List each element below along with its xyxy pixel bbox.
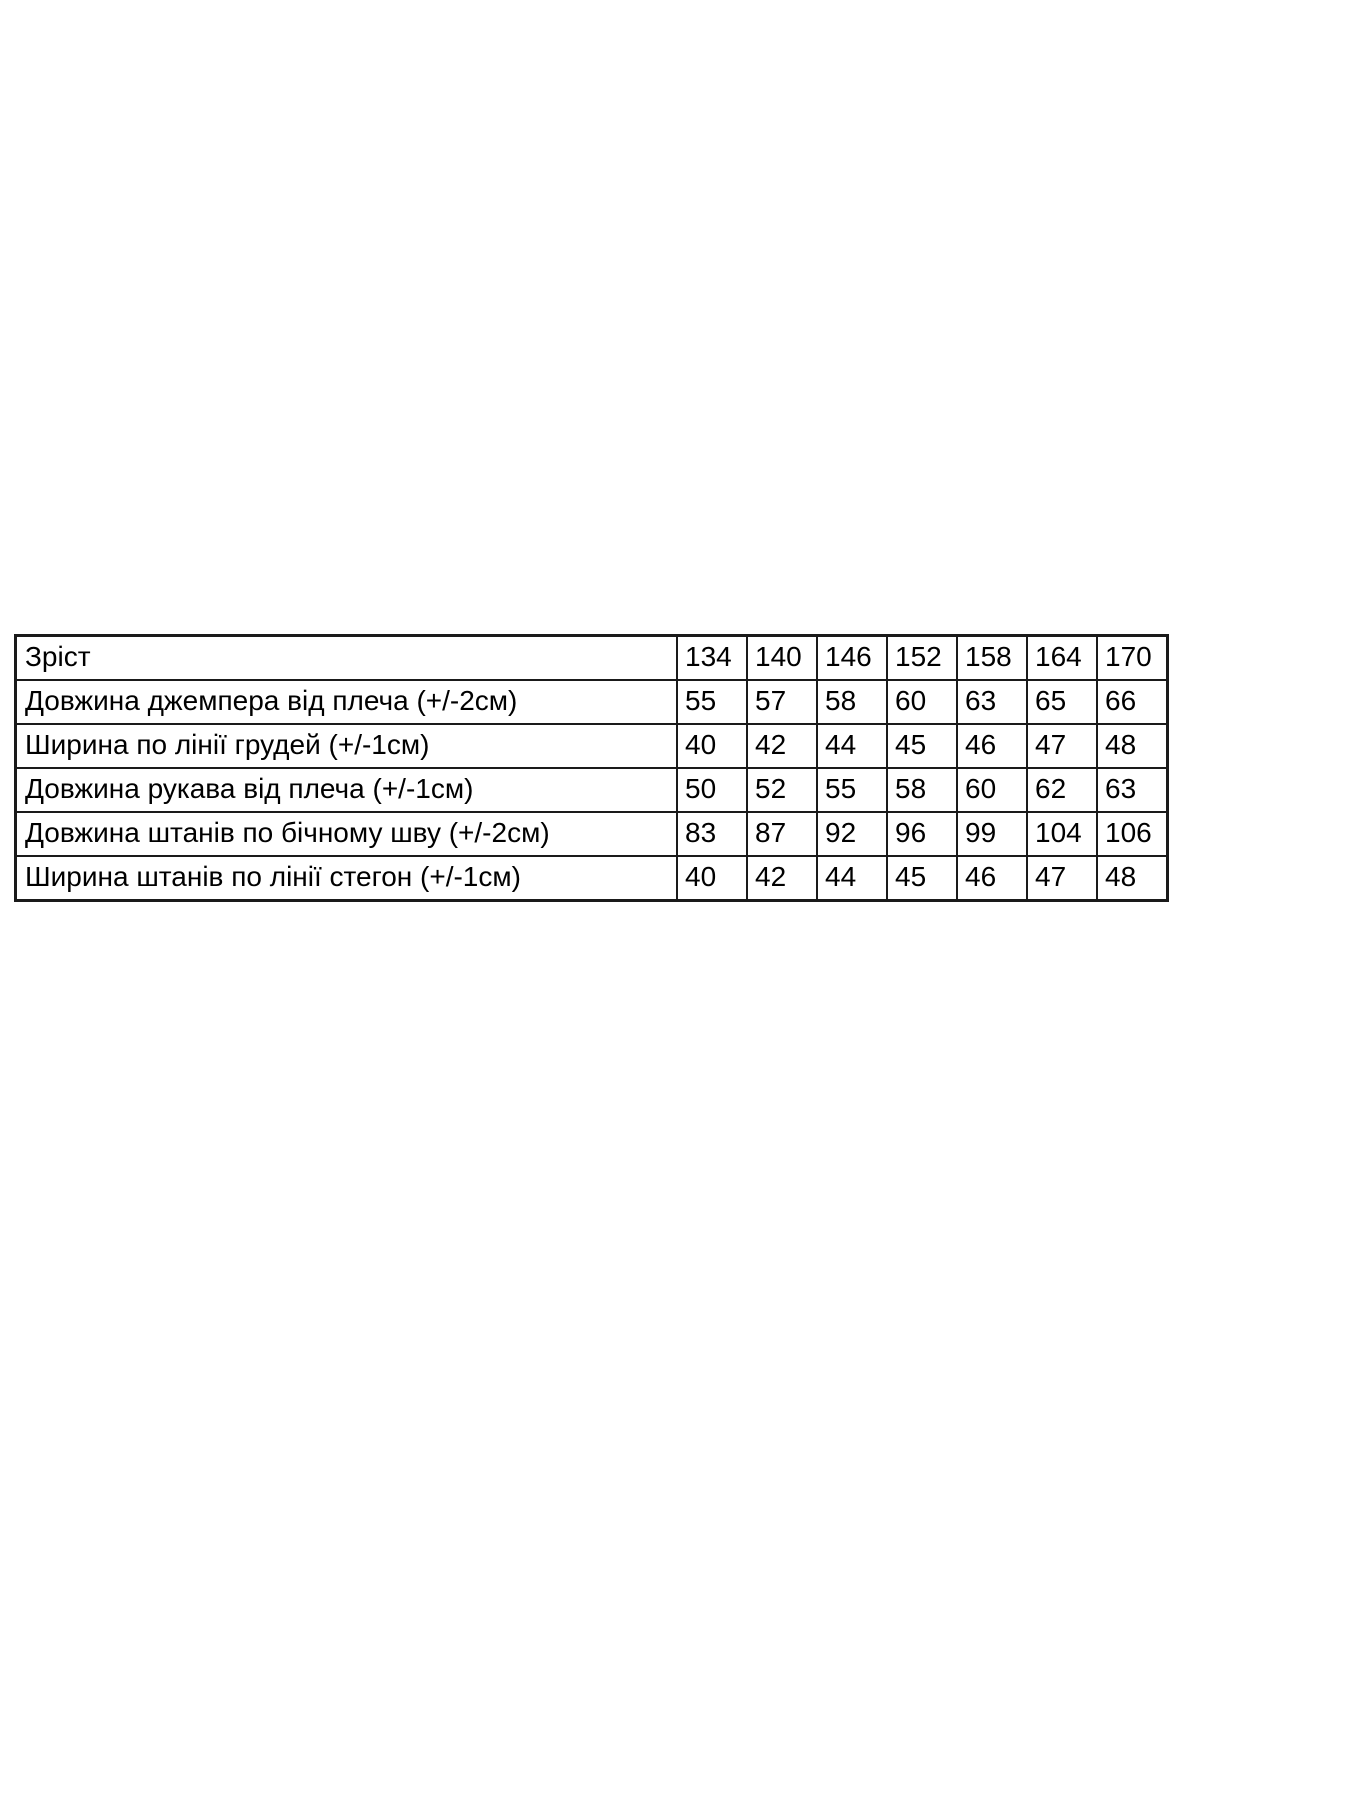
row-value: 60 [887,680,957,724]
row-value: 158 [957,636,1027,681]
row-value: 52 [747,768,817,812]
row-value: 152 [887,636,957,681]
table-row [16,636,1168,681]
size-table-body [16,636,1168,901]
row-value: 44 [817,856,887,901]
row-value: 55 [677,680,747,724]
row-value: 65 [1027,680,1097,724]
table-row [16,680,1168,724]
row-value: 170 [1097,636,1168,681]
row-value: 63 [1097,768,1168,812]
row-value: 146 [817,636,887,681]
row-value: 96 [887,812,957,856]
row-value: 58 [817,680,887,724]
row-label: Довжина рукава від плеча (+/-1см) [16,768,678,812]
row-value: 40 [677,724,747,768]
row-value: 62 [1027,768,1097,812]
row-value: 164 [1027,636,1097,681]
row-value: 48 [1097,856,1168,901]
row-value: 87 [747,812,817,856]
row-label: Зріст [16,636,678,681]
row-value: 46 [957,724,1027,768]
row-value: 55 [817,768,887,812]
table-row [16,768,1168,812]
row-value: 42 [747,856,817,901]
size-table [14,634,1169,902]
row-label: Ширина штанів по лінії стегон (+/-1см) [16,856,678,901]
row-value: 50 [677,768,747,812]
row-value: 47 [1027,856,1097,901]
row-value: 48 [1097,724,1168,768]
row-value: 58 [887,768,957,812]
row-value: 92 [817,812,887,856]
row-value: 66 [1097,680,1168,724]
row-value: 83 [677,812,747,856]
row-value: 63 [957,680,1027,724]
size-table-container [14,634,1169,902]
row-value: 45 [887,724,957,768]
row-value: 99 [957,812,1027,856]
row-value: 42 [747,724,817,768]
row-value: 46 [957,856,1027,901]
row-label: Ширина по лінії грудей (+/-1см) [16,724,678,768]
row-label: Довжина штанів по бічному шву (+/-2см) [16,812,678,856]
row-value: 40 [677,856,747,901]
row-value: 60 [957,768,1027,812]
row-value: 134 [677,636,747,681]
row-value: 104 [1027,812,1097,856]
row-value: 47 [1027,724,1097,768]
row-label: Довжина джемпера від плеча (+/-2см) [16,680,678,724]
row-value: 45 [887,856,957,901]
table-row [16,856,1168,901]
row-value: 140 [747,636,817,681]
row-value: 44 [817,724,887,768]
row-value: 106 [1097,812,1168,856]
row-value: 57 [747,680,817,724]
table-row [16,724,1168,768]
table-row [16,812,1168,856]
